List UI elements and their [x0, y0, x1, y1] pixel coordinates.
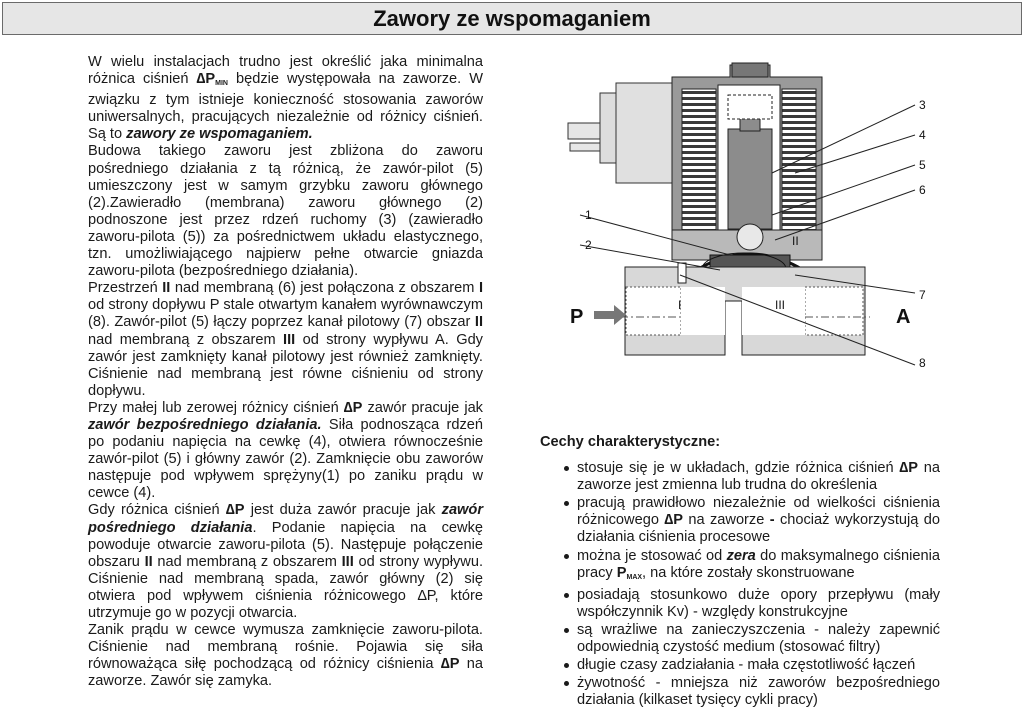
- label-2: 2: [585, 238, 592, 252]
- inlet-arrow: [594, 305, 626, 325]
- inlet-label: P: [570, 306, 584, 328]
- label-3: 3: [919, 98, 926, 112]
- moving-core: [728, 95, 772, 229]
- paragraph-low-pressure: Przy małej lub zerowej różnicy ciśnień ∆P zawór pracuje jak zawór bezpośredniego działania. Siła podnosząca rdzeń po podaniu napięcia na cewkę (4), otwiera równocześnie zawór-pilot (5) i główny zawór (2). Zamknięcie obu zaworów następuje pod wpływem sprężyny(1) po zaniku prądu w cewce (4).: [88, 399, 483, 502]
- paragraph-high-pressure: Gdy różnica ciśnień ∆P jest duża zawór pracuje jak zawór pośredniego działania. Podanie napięcia na cewkę powoduje otwarcie zaworu-pilota (5). Następuje połączenie obszaru II nad membraną z obszarem III od strony wypływu. Ciśnienie nad membraną spada, zawór główny (2) się otwiera pod wpływem ciśnienia różnicowego ∆P, które utrzymuje go w pozycji otwarcia.: [88, 502, 484, 621]
- feature-item: żywotność - mniejsza niż zaworów bezpośredniego działania (kilkaset tysięcy cykli pracy): [577, 675, 940, 709]
- zone-i-label: I: [678, 298, 682, 312]
- features-list: [540, 460, 940, 709]
- label-8: 8: [919, 356, 926, 370]
- zone-iii-label: III: [775, 298, 786, 312]
- feature-item: stosuje się je w układach, gdzie różnica ciśnień ∆P na zaworze jest zmienna lub trudna do określenia: [577, 460, 940, 494]
- label-5: 5: [919, 158, 926, 172]
- label-1: 1: [585, 208, 592, 222]
- feature-item: posiadają stosunkowo duże opory przepływu (mały współczynnik Kv) - względy konstrukcyjne: [577, 586, 940, 620]
- label-4: 4: [919, 128, 926, 142]
- page-title: Zawory ze wspomaganiem: [2, 2, 1022, 35]
- outlet-label: A: [896, 306, 911, 328]
- feature-item: można je stosować od zera do maksymalnego ciśnienia pracy $P_{MAX}$, na które zostały skonstruowane: [577, 548, 940, 586]
- feature-item: są wrażliwe na zanieczyszczenia - należy zapewnić odpowiednią czystość medium (stosować filtry): [577, 621, 940, 656]
- paragraph-construction: Budowa takiego zaworu jest zbliżona do zaworu pośredniego działania z tą różnicą, że zawór-pilot (5) umieszczony jest w samym grzybku zaworu głównego (2).Zawieradło (membrana) zaworu głównego (2) podnoszone jest przez rdzeń ruchomy (3) (zawieradło zaworu-pilota (5)) za pośrednictwem układu elastycznego, tzn. umożliwiającego najpierw pełne otwarcie gniazda zaworu-pilota (bezpośredniego działania).: [88, 143, 483, 280]
- features-section: [540, 434, 940, 710]
- feature-item: pracują prawidłowo niezależnie od wielkości ciśnienia różnicowego ∆P na zaworze - chociaż wykorzystują do działania ciśnienia procesowe: [577, 495, 940, 546]
- valve-cross-section-diagram: [560, 55, 960, 385]
- features-title: Cechy charakterystyczne:: [540, 434, 721, 450]
- description-text: [88, 54, 483, 690]
- label-6: 6: [919, 183, 926, 197]
- label-7: 7: [919, 288, 926, 302]
- paragraph-closing: Zanik prądu w cewce wymusza zamknięcie zaworu-pilota. Ciśnienie nad membraną rośnie. Pojawia się siła równoważąca siłę pochodzącą od różnicy ciśnienia ∆P na zaworze. Zawór się zamyka.: [88, 622, 484, 690]
- feature-item: długie czasy zadziałania - mała częstotliwość łączeń: [577, 657, 940, 674]
- zone-ii-label: II: [792, 234, 799, 248]
- valve-body: [620, 263, 870, 355]
- paragraph-intro: W wielu instalacjach trudno jest określić jaka minimalna różnica ciśnień $\Delta P_{MIN}$ będzie występowała na zaworze. W związku z tym istnieje konieczność stosowania zaworów uniwersalnych, pracujących niezależnie od różnicy ciśnień. Są to zawory ze wspomaganiem.: [88, 54, 483, 143]
- paragraph-chambers: Przestrzeń II nad membraną (6) jest połączona z obszarem I od strony dopływu P stale otwartym kanałem wyrównawczym (8). Zawór-pilot (5) łączy poprzez kanał pilotowy (7) obszar II nad membraną z obszarem III od strony wypływu A. Gdy zawór jest zamknięty kanał pilotowy jest również zamknięty. Ciśnienie nad membraną jest równe ciśnieniu od strony dopływu.: [88, 280, 483, 399]
- electrical-connector: [568, 83, 676, 183]
